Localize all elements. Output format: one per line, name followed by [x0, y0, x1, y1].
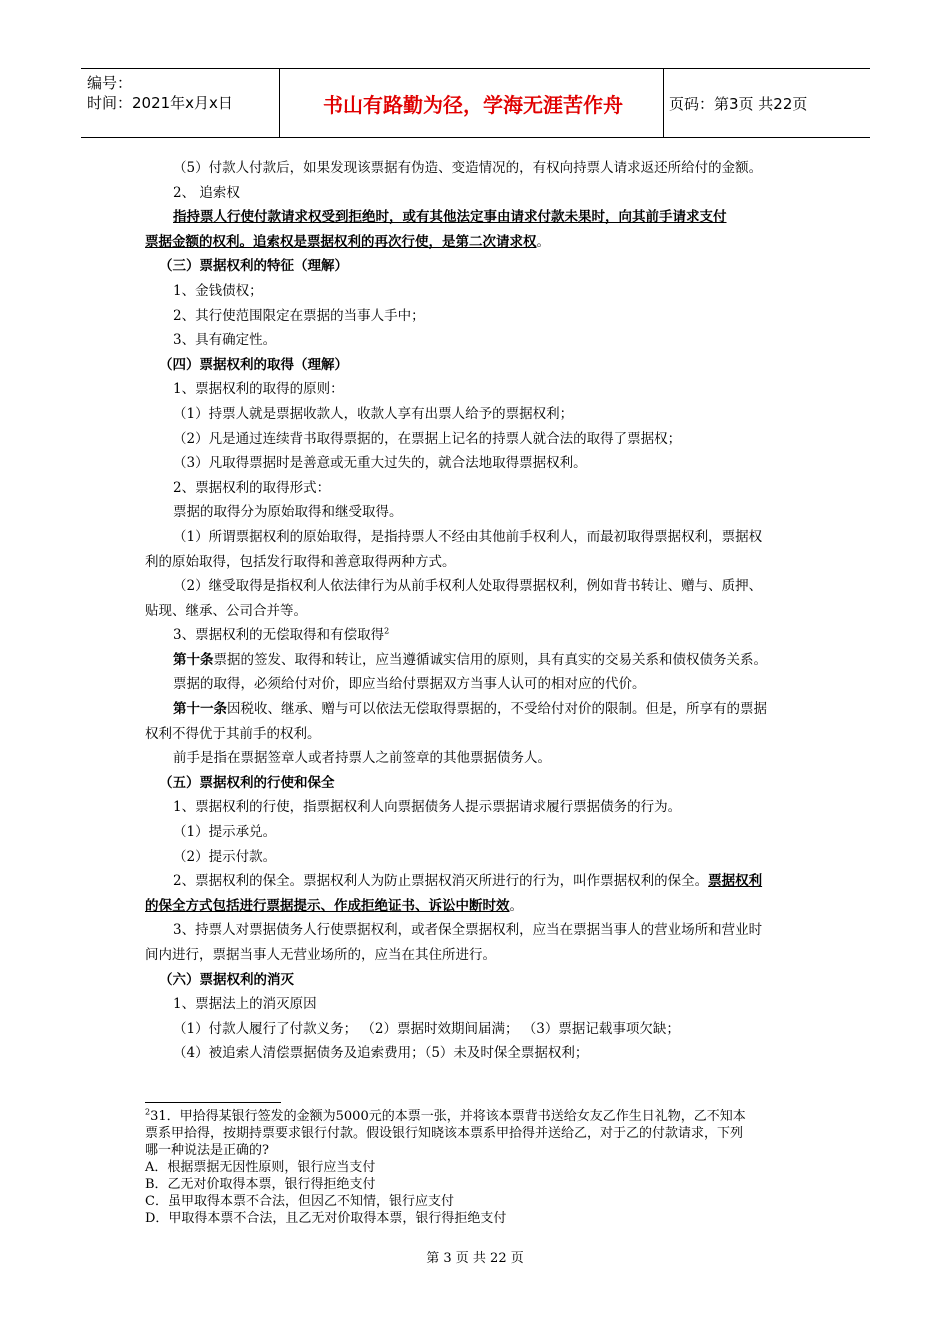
- header-divider: [279, 69, 280, 137]
- section-heading: （五）票据权利的行使和保全: [159, 774, 335, 791]
- footnote-mark: 2: [145, 1107, 151, 1117]
- footnote-line: 票系甲拾得，按期持票要求银行付款。假设银行知晓该本票系甲拾得并送给乙，对于乙的付款请求，下列: [145, 1126, 744, 1141]
- section-heading: （四）票据权利的取得（理解）: [159, 356, 348, 373]
- page-header: [81, 68, 870, 138]
- paragraph: [145, 869, 810, 894]
- article: [145, 697, 810, 722]
- paragraph-text: 2、票据权利的保全。票据权利人为防止票据权消灭所进行的行为，叫作票据权利的保全。: [173, 873, 709, 890]
- list-item: 2、票据权利的取得形式：: [173, 479, 331, 496]
- page-footer: [0, 1247, 950, 1266]
- paragraph: [145, 894, 810, 919]
- option-b: B．乙无对价取得本票，银行得拒绝支付: [145, 1177, 376, 1192]
- document-number: 编号：: [87, 74, 133, 92]
- emphasis-text: 票据权利: [708, 873, 763, 890]
- header-divider: [663, 69, 664, 137]
- section-heading: （六）票据权利的消灭: [159, 971, 294, 988]
- paragraph: （2）继受取得是指权利人依法律行为从前手权利人处取得票据权利，例如背书转让、赠与、质押、: [173, 578, 763, 595]
- list-item: （1）提示承兑。: [173, 824, 277, 841]
- article-text: 因税收、继承、赠与可以依法无偿取得票据的，不受给付对价的限制。但是，所享有的票据: [227, 701, 767, 718]
- emphasis-text: 的保全方式包括进行票据提示、作成拒绝证书、诉讼中断时效: [145, 897, 510, 914]
- document-date: 时间：2021年x月x日: [87, 94, 233, 112]
- paragraph: 票据的取得分为原始取得和继受取得。: [173, 504, 403, 521]
- paragraph: 指持票人行使付款请求权受到拒绝时，或有其他法定事由请求付款未果时，向其前手请求支付: [173, 209, 727, 226]
- article-number: 第十条: [173, 651, 214, 668]
- article: [145, 648, 810, 673]
- footnote-separator: [145, 1102, 281, 1103]
- footnote-text: 31．甲拾得某银行签发的金额为5000元的本票一张，并将该本票背书送给女友乙作生日礼物，乙不知本: [150, 1109, 746, 1124]
- paragraph: 票据的取得，必须给付对价，即应当给付票据双方当事人认可的相对应的代价。: [173, 676, 646, 693]
- document-body: [145, 156, 810, 1066]
- list-item: [145, 623, 810, 648]
- footnote-ref[interactable]: 2: [384, 626, 390, 636]
- emphasis-text: 票据金额的权利。追索权是票据权利的再次行使，是第二次请求权: [145, 233, 537, 250]
- paragraph: 权利不得优于其前手的权利。: [145, 725, 321, 742]
- subheading: 2、 追索权: [173, 184, 240, 201]
- paragraph: 利的原始取得，包括发行取得和善意取得两种方式。: [145, 553, 456, 570]
- paragraph: （5）付款人付款后，如果发现该票据有伪造、变造情况的，有权向持票人请求返还所给付的金额。: [173, 160, 763, 176]
- section-heading: （三）票据权利的特征（理解）: [159, 258, 348, 275]
- footnotes: [145, 1108, 810, 1227]
- article-text: 票据的签发、取得和转让，应当遵循诚实信用的原则，具有真实的交易关系和债权债务关系。: [213, 651, 767, 668]
- header-meta: [87, 73, 233, 113]
- list-item: （2）凡是通过连续背书取得票据的，在票据上记名的持票人就合法的取得了票据权；: [173, 430, 682, 447]
- paragraph: 1、票据权利的行使，指票据权利人向票据债务人提示票据请求履行票据债务的行为。: [173, 799, 682, 816]
- paragraph: （1）所谓票据权利的原始取得，是指持票人不经由其他前手权利人，而最初取得票据权利，票据权: [173, 528, 763, 545]
- list-item-text: 3、票据权利的无偿取得和有偿取得: [173, 627, 385, 644]
- option-d: D．甲取得本票不合法，且乙无对价取得本票，银行得拒绝支付: [145, 1211, 507, 1226]
- footer-page-number: 第 3 页 共 22 页: [426, 1251, 524, 1266]
- paragraph: [145, 230, 810, 255]
- list-item: （4）被追索人清偿票据债务及追索费用；（5）未及时保全票据权利；: [173, 1045, 589, 1062]
- paragraph: 间内进行，票据当事人无营业场所的，应当在其住所进行。: [145, 947, 496, 963]
- footnote-line: 哪一种说法是正确的?: [145, 1143, 269, 1158]
- header-motto: 书山有路勤为径，学海无涯苦作舟: [323, 92, 623, 117]
- punctuation: 。: [509, 897, 523, 914]
- list-item: （2）提示付款。: [173, 848, 277, 865]
- list-item: 3、具有确定性。: [173, 332, 277, 349]
- list-item: （1）付款人履行了付款义务； （2）票据时效期间届满； （3）票据记载事项欠缺；: [173, 1020, 680, 1037]
- option-c: C．虽甲取得本票不合法，但因乙不知情，银行应支付: [145, 1194, 454, 1209]
- paragraph: 贴现、继承、公司合并等。: [145, 602, 307, 619]
- paragraph: 前手是指在票据签章人或者持票人之前签章的其他票据债务人。: [173, 750, 551, 767]
- list-item: 2、其行使范围限定在票据的当事人手中；: [173, 307, 425, 324]
- list-item: （3）凡取得票据时是善意或无重大过失的，就合法地取得票据权利。: [173, 455, 587, 472]
- header-page-number: 页码：第3页 共22页: [669, 94, 808, 113]
- article-number: 第十一条: [173, 701, 227, 718]
- paragraph: 3、持票人对票据债务人行使票据权利，或者保全票据权利，应当在票据当事人的营业场所和营业时: [173, 922, 763, 939]
- list-item: （1）持票人就是票据收款人，收款人享有出票人给予的票据权利；: [173, 405, 574, 422]
- option-a: A．根据票据无因性原则，银行应当支付: [145, 1160, 376, 1175]
- list-item: 1、票据法上的消灭原因: [173, 996, 317, 1013]
- punctuation: 。: [536, 233, 550, 250]
- list-item: 1、金钱债权；: [173, 282, 263, 299]
- list-item: 1、票据权利的取得的原则：: [173, 381, 344, 398]
- footnote-line: [145, 1108, 810, 1125]
